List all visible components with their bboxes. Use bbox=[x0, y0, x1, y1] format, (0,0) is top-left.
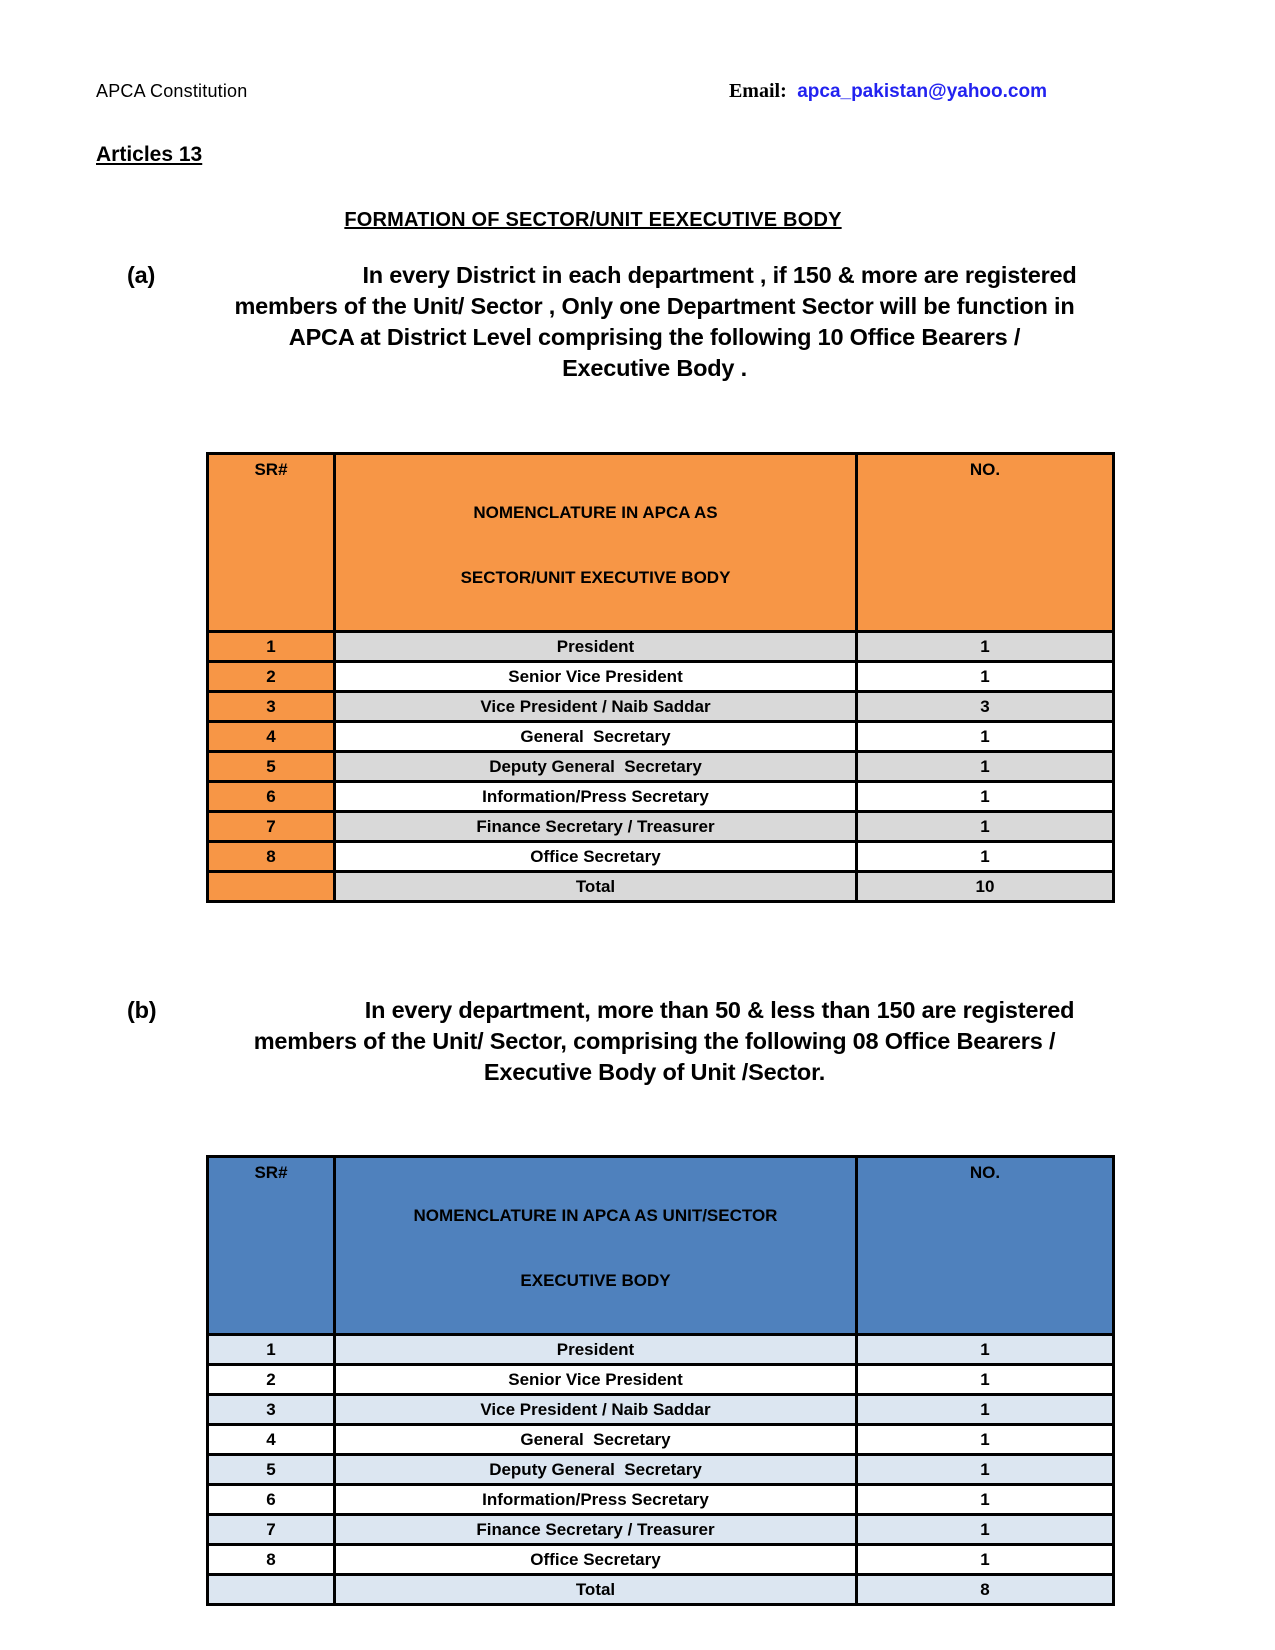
sr-cell: 5 bbox=[208, 752, 335, 782]
no-header-cell: NO. bbox=[857, 454, 1114, 632]
no-header-cell: NO. bbox=[857, 1157, 1114, 1335]
nomenclature-cell: Office Secretary bbox=[335, 842, 857, 872]
sr-cell: 1 bbox=[208, 632, 335, 662]
count-cell: 3 bbox=[857, 692, 1114, 722]
sr-cell: 3 bbox=[208, 1395, 335, 1425]
count-cell: 1 bbox=[857, 1425, 1114, 1455]
sr-cell: 5 bbox=[208, 1455, 335, 1485]
sr-cell: 7 bbox=[208, 1515, 335, 1545]
total-value-cell: 8 bbox=[857, 1575, 1114, 1605]
count-cell: 1 bbox=[857, 1335, 1114, 1365]
section-heading: FORMATION OF SECTOR/UNIT EEXECUTIVE BODY bbox=[344, 209, 842, 231]
nomenclature-cell: Office Secretary bbox=[335, 1545, 857, 1575]
clause-a bbox=[127, 260, 1182, 384]
table-header-row bbox=[208, 1157, 1114, 1335]
sr-cell: 6 bbox=[208, 782, 335, 812]
count-cell: 1 bbox=[857, 1545, 1114, 1575]
nomenclature-cell: Senior Vice President bbox=[335, 662, 857, 692]
table-row bbox=[208, 1485, 1114, 1515]
email-line bbox=[729, 80, 1047, 103]
table-row bbox=[208, 752, 1114, 782]
clause-a-line: APCA at District Level comprising the following 10 Office Bearers / bbox=[288, 324, 1021, 350]
doc-title: APCA Constitution bbox=[96, 81, 248, 101]
count-cell: 1 bbox=[857, 632, 1114, 662]
nomenclature-cell: General Secretary bbox=[335, 722, 857, 752]
sr-cell: 8 bbox=[208, 1545, 335, 1575]
clause-b-line: members of the Unit/ Sector, comprising the following 08 Office Bearers / bbox=[253, 1028, 1056, 1054]
sr-cell: 7 bbox=[208, 812, 335, 842]
sector-unit-executive-table bbox=[206, 452, 1115, 903]
clause-a-line: members of the Unit/ Sector , Only one Department Sector will be function in bbox=[234, 293, 1075, 319]
count-cell: 1 bbox=[857, 842, 1114, 872]
sr-cell: 4 bbox=[208, 722, 335, 752]
table-row bbox=[208, 1515, 1114, 1545]
clause-a-line: In every District in each department , if 150 & more are registered bbox=[362, 262, 1077, 288]
nomenclature-header-cell bbox=[335, 454, 857, 632]
nomenclature-cell: Vice President / Naib Saddar bbox=[335, 1395, 857, 1425]
doc-header bbox=[0, 0, 1275, 103]
total-label-cell: Total bbox=[335, 1575, 857, 1605]
sr-cell bbox=[208, 872, 335, 902]
nomenclature-cell: Deputy General Secretary bbox=[335, 1455, 857, 1485]
email-link[interactable]: apca_pakistan@yahoo.com bbox=[797, 81, 1047, 102]
sr-cell: 4 bbox=[208, 1425, 335, 1455]
nomenclature-cell: Senior Vice President bbox=[335, 1365, 857, 1395]
nomenclature-header-line1: NOMENCLATURE IN APCA AS bbox=[473, 503, 718, 522]
table-row bbox=[208, 782, 1114, 812]
nomenclature-cell: Information/Press Secretary bbox=[335, 782, 857, 812]
table-row bbox=[208, 662, 1114, 692]
table-row bbox=[208, 692, 1114, 722]
clause-b-label: (b) bbox=[127, 997, 157, 1023]
table-row bbox=[208, 1455, 1114, 1485]
sr-cell: 8 bbox=[208, 842, 335, 872]
sr-cell: 2 bbox=[208, 662, 335, 692]
count-cell: 1 bbox=[857, 1365, 1114, 1395]
count-cell: 1 bbox=[857, 1455, 1114, 1485]
clause-b bbox=[127, 995, 1182, 1088]
sr-cell: 3 bbox=[208, 692, 335, 722]
email-label: Email: bbox=[728, 80, 787, 102]
table-row bbox=[208, 1425, 1114, 1455]
nomenclature-header-line2: SECTOR/UNIT EXECUTIVE BODY bbox=[460, 568, 731, 587]
table-header-row bbox=[208, 454, 1114, 632]
count-cell: 1 bbox=[857, 722, 1114, 752]
nomenclature-cell: General Secretary bbox=[335, 1425, 857, 1455]
count-cell: 1 bbox=[857, 1485, 1114, 1515]
count-cell: 1 bbox=[857, 752, 1114, 782]
total-row bbox=[208, 1575, 1114, 1605]
count-cell: 1 bbox=[857, 662, 1114, 692]
nomenclature-cell: President bbox=[335, 1335, 857, 1365]
nomenclature-cell: President bbox=[335, 632, 857, 662]
table-row bbox=[208, 812, 1114, 842]
table-row bbox=[208, 632, 1114, 662]
count-cell: 1 bbox=[857, 812, 1114, 842]
nomenclature-cell: Vice President / Naib Saddar bbox=[335, 692, 857, 722]
total-label-cell: Total bbox=[335, 872, 857, 902]
count-cell: 1 bbox=[857, 1395, 1114, 1425]
sr-cell: 6 bbox=[208, 1485, 335, 1515]
clause-a-label: (a) bbox=[127, 262, 156, 288]
table-row bbox=[208, 722, 1114, 752]
table-row bbox=[208, 1545, 1114, 1575]
sr-cell bbox=[208, 1575, 335, 1605]
unit-sector-executive-table bbox=[206, 1155, 1115, 1606]
table-row bbox=[208, 1335, 1114, 1365]
nomenclature-cell: Deputy General Secretary bbox=[335, 752, 857, 782]
total-row bbox=[208, 872, 1114, 902]
count-cell: 1 bbox=[857, 1515, 1114, 1545]
nomenclature-header-cell bbox=[335, 1157, 857, 1335]
sr-cell: 2 bbox=[208, 1365, 335, 1395]
nomenclature-header-line1: NOMENCLATURE IN APCA AS UNIT/SECTOR bbox=[413, 1206, 778, 1225]
clause-a-line: Executive Body . bbox=[562, 355, 747, 381]
total-value-cell: 10 bbox=[857, 872, 1114, 902]
nomenclature-cell: Information/Press Secretary bbox=[335, 1485, 857, 1515]
nomenclature-cell: Finance Secretary / Treasurer bbox=[335, 812, 857, 842]
count-cell: 1 bbox=[857, 782, 1114, 812]
nomenclature-cell: Finance Secretary / Treasurer bbox=[335, 1515, 857, 1545]
table-row bbox=[208, 1365, 1114, 1395]
table-row bbox=[208, 842, 1114, 872]
sr-header-cell: SR# bbox=[208, 454, 335, 632]
nomenclature-header-line2: EXECUTIVE BODY bbox=[520, 1271, 671, 1290]
clause-b-line: In every department, more than 50 & less than 150 are registered bbox=[364, 997, 1075, 1023]
sr-cell: 1 bbox=[208, 1335, 335, 1365]
table-row bbox=[208, 1395, 1114, 1425]
clause-b-line: Executive Body of Unit /Sector. bbox=[483, 1059, 826, 1085]
article-heading: Articles 13 bbox=[96, 143, 203, 166]
sr-header-cell: SR# bbox=[208, 1157, 335, 1335]
